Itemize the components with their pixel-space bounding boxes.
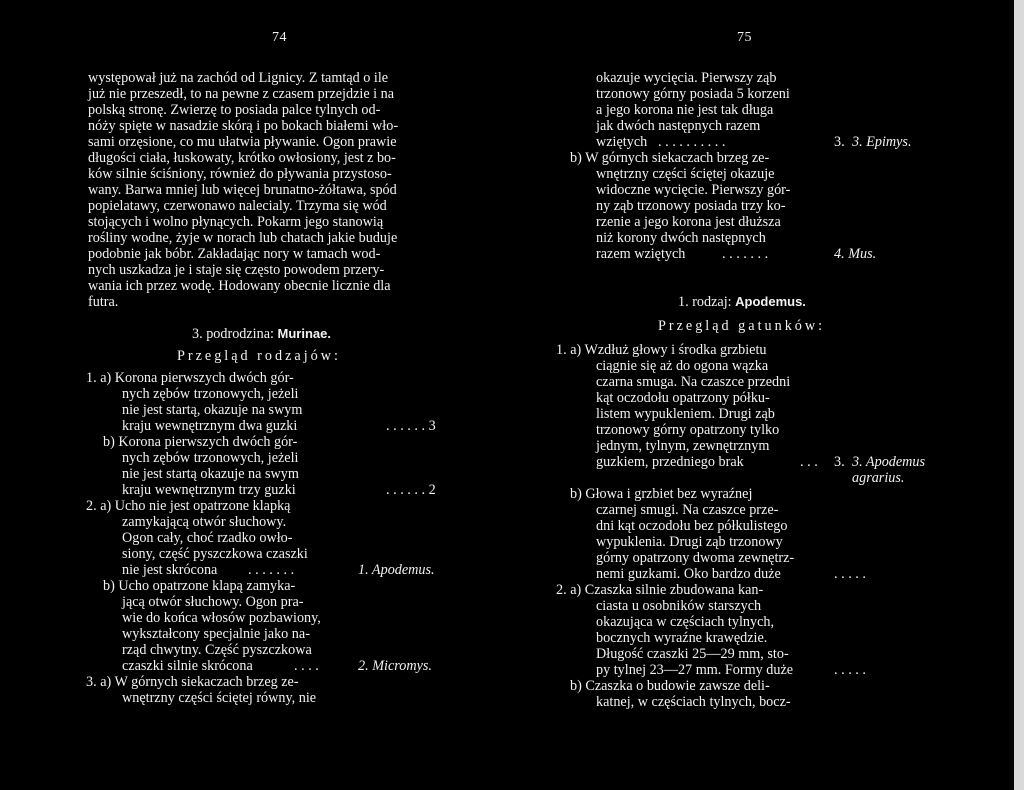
key-result: . . . . . . 3 xyxy=(386,418,436,434)
text-line: wnętrzny części ściętej okazuje xyxy=(596,166,775,182)
key-line: nie jest skrócona xyxy=(122,562,218,578)
species-line: katnej, w częściach tylnych, bocz- xyxy=(596,694,791,710)
key-line: nie jest startą okazuje na swym xyxy=(122,466,299,482)
species-line: py tylnej 23—27 mm. Formy duże xyxy=(596,662,794,678)
key-dots: . . . . . xyxy=(834,662,866,678)
overview-heading: Przegląd rodzajów: xyxy=(177,348,341,364)
subfamily-prefix: 3. podrodzina: xyxy=(192,326,278,342)
key-result: 3. Epimys. xyxy=(852,134,912,150)
species-line: wypuklenia. Drugi ząb trzonowy xyxy=(596,534,783,550)
key-line: wnętrzny części ściętej równy, nie xyxy=(122,690,317,706)
key-result: 3. xyxy=(834,454,849,470)
key-result: 3. Apodemus xyxy=(852,454,926,470)
key-line: wykształcony specjalnie jako na- xyxy=(122,626,310,642)
key-line: zamykającą otwór słuchowy. xyxy=(122,514,287,530)
text-line: ny ząb trzonowy posiada trzy ko- xyxy=(596,198,786,214)
species-line: dni kąt oczodołu bez półkulistego xyxy=(596,518,788,534)
text-line: podobnie jak bóbr. Zakładając nory w tamach wod- xyxy=(88,246,381,262)
text-line: trzonowy górny posiada 5 korzeni xyxy=(596,86,790,102)
text-line: razem wziętych xyxy=(596,246,686,262)
species-line: nemi guzkami. Oko bardzo duże xyxy=(596,566,781,582)
key-line: nych zębów trzonowych, jeżeli xyxy=(122,386,299,402)
page-number: 74 xyxy=(272,30,287,45)
key-line: b) Korona pierwszych dwóch gór- xyxy=(103,434,298,450)
key-line: kraju wewnętrznym dwa guzki xyxy=(122,418,298,434)
text-line: b) W górnych siekaczach brzeg ze- xyxy=(570,150,770,166)
text-line: rzenie a jego korona jest dłuższa xyxy=(596,214,781,230)
genus-heading xyxy=(678,294,806,310)
key-result: agrarius. xyxy=(852,470,905,486)
species-line: guzkiem, przedniego brak xyxy=(596,454,744,470)
species-line: b) Głowa i grzbiet bez wyraźnej xyxy=(570,486,753,502)
text-line: występował już na zachód od Lignicy. Z tamtąd o ile xyxy=(88,70,389,86)
key-result: 3. xyxy=(834,134,849,150)
text-line: jak dwóch następnych razem xyxy=(596,118,761,134)
species-line: jednym, tylnym, zewnętrznym xyxy=(596,438,770,454)
text-line: wania ich przez wodę. Hodowany obecnie licznie dla xyxy=(88,278,391,294)
species-line: 1. a) Wzdłuż głowy i środka grzbietu xyxy=(556,342,767,358)
species-line: czarna smuga. Na czaszce przedni xyxy=(596,374,791,390)
key-line: nie jest startą, okazuje na swym xyxy=(122,402,303,418)
species-line: Długość czaszki 25—29 mm, sto- xyxy=(596,646,789,662)
key-line: siony, część pyszczkowa czaszki xyxy=(122,546,308,562)
text-line: a jego korona nie jest tak długa xyxy=(596,102,774,118)
genus-prefix: 1. rodzaj: xyxy=(678,294,736,310)
key-line: 3. a) W górnych siekaczach brzeg ze- xyxy=(86,674,299,690)
text-line: sami orzęsione, co mu ułatwia pływanie. Ogon prawie xyxy=(88,134,397,150)
subfamily-heading xyxy=(192,326,331,342)
text-line: niż korony dwóch następnych xyxy=(596,230,766,246)
text-line: rośliny wodne, żyje w norach lub chatach jakie buduje xyxy=(88,230,398,246)
text-line: nych uszkadza je i staje się często powodem przery- xyxy=(88,262,385,278)
key-dots: . . . xyxy=(800,454,818,470)
text-line: widoczne wycięcie. Pierwszy gór- xyxy=(596,182,791,198)
species-line: trzonowy górny opatrzony tylko xyxy=(596,422,780,438)
key-line: 2. a) Ucho nie jest opatrzone klapką xyxy=(86,498,291,514)
key-result: 2. Micromys. xyxy=(358,658,432,674)
species-line: listem wypukleniem. Drugi ząb xyxy=(596,406,775,422)
species-line: czarnej smugi. Na czaszce prze- xyxy=(596,502,779,518)
key-line: rząd chwytny. Część pyszczkowa xyxy=(122,642,312,658)
key-line: 1. a) Korona pierwszych dwóch gór- xyxy=(86,370,294,386)
overview-heading: Przegląd gatunków: xyxy=(658,318,826,334)
text-line: polską stronę. Zwierzę to posiada palce tylnych od- xyxy=(88,102,381,118)
text-line: ków silnie ściśniony, również do pływania przystoso- xyxy=(88,166,392,182)
text-line: popielatawy, czerwonawo nalecialy. Trzyma się wód xyxy=(88,198,387,214)
text-line: stojących i wolno płynących. Pokarm jego stanowią xyxy=(88,214,384,230)
key-line: wie do końca włosów pozbawiony, xyxy=(122,610,321,626)
species-line: ciasta u osobników starszych xyxy=(596,598,762,614)
text-line: już nie przeszedł, to na pewne z czasem przejdzie i na xyxy=(88,86,395,102)
key-result: . . . . . . 2 xyxy=(386,482,436,498)
species-line: ciągnie się aż do ogona wązka xyxy=(596,358,769,374)
key-dots: . . . . . xyxy=(834,566,866,582)
key-dots: . . . . . . . xyxy=(722,246,769,262)
species-line: kąt oczodołu opatrzony półku- xyxy=(596,390,770,406)
key-line: kraju wewnętrznym trzy guzki xyxy=(122,482,296,498)
species-line: bocznych wyraźne krawędzie. xyxy=(596,630,768,646)
species-line: 2. a) Czaszka silnie zbudowana kan- xyxy=(556,582,764,598)
text-line: nóży spięte w nasadzie skórą i po bokach białemi wło- xyxy=(88,118,399,134)
species-line: okazująca w częściach tylnych, xyxy=(596,614,775,630)
genus-name: Apodemus. xyxy=(735,294,806,309)
key-dots: . . . . . . . . . . xyxy=(658,134,726,150)
key-line: b) Ucho opatrzone klapą zamyka- xyxy=(103,578,296,594)
species-line: b) Czaszka o budowie zawsze deli- xyxy=(570,678,770,694)
key-result: 4. Mus. xyxy=(834,246,877,262)
key-line: jącą otwór słuchowy. Ogon pra- xyxy=(122,594,304,610)
subfamily-name: Murinae. xyxy=(277,326,331,341)
key-line: czaszki silnie skrócona xyxy=(122,658,253,674)
text-line: wany. Barwa mniej lub więcej brunatno-żółtawa, spód xyxy=(88,182,397,198)
text-line: długości ciała, łuskowaty, krótko owłosiony, jest z bo- xyxy=(88,150,396,166)
page-number: 75 xyxy=(737,30,752,45)
key-dots: . . . . xyxy=(294,658,319,674)
species-line: górny opatrzony dwoma zewnętrz- xyxy=(596,550,795,566)
key-dots: . . . . . . . xyxy=(248,562,295,578)
text-line: wziętych xyxy=(596,134,648,150)
text-line: futra. xyxy=(88,294,119,310)
text-line: okazuje wycięcia. Pierwszy ząb xyxy=(596,70,777,86)
key-line: Ogon cały, choć rzadko owło- xyxy=(122,530,293,546)
right-page xyxy=(512,0,1024,790)
page-edge xyxy=(1014,0,1024,790)
key-line: nych zębów trzonowych, jeżeli xyxy=(122,450,299,466)
key-result: 1. Apodemus. xyxy=(358,562,435,578)
